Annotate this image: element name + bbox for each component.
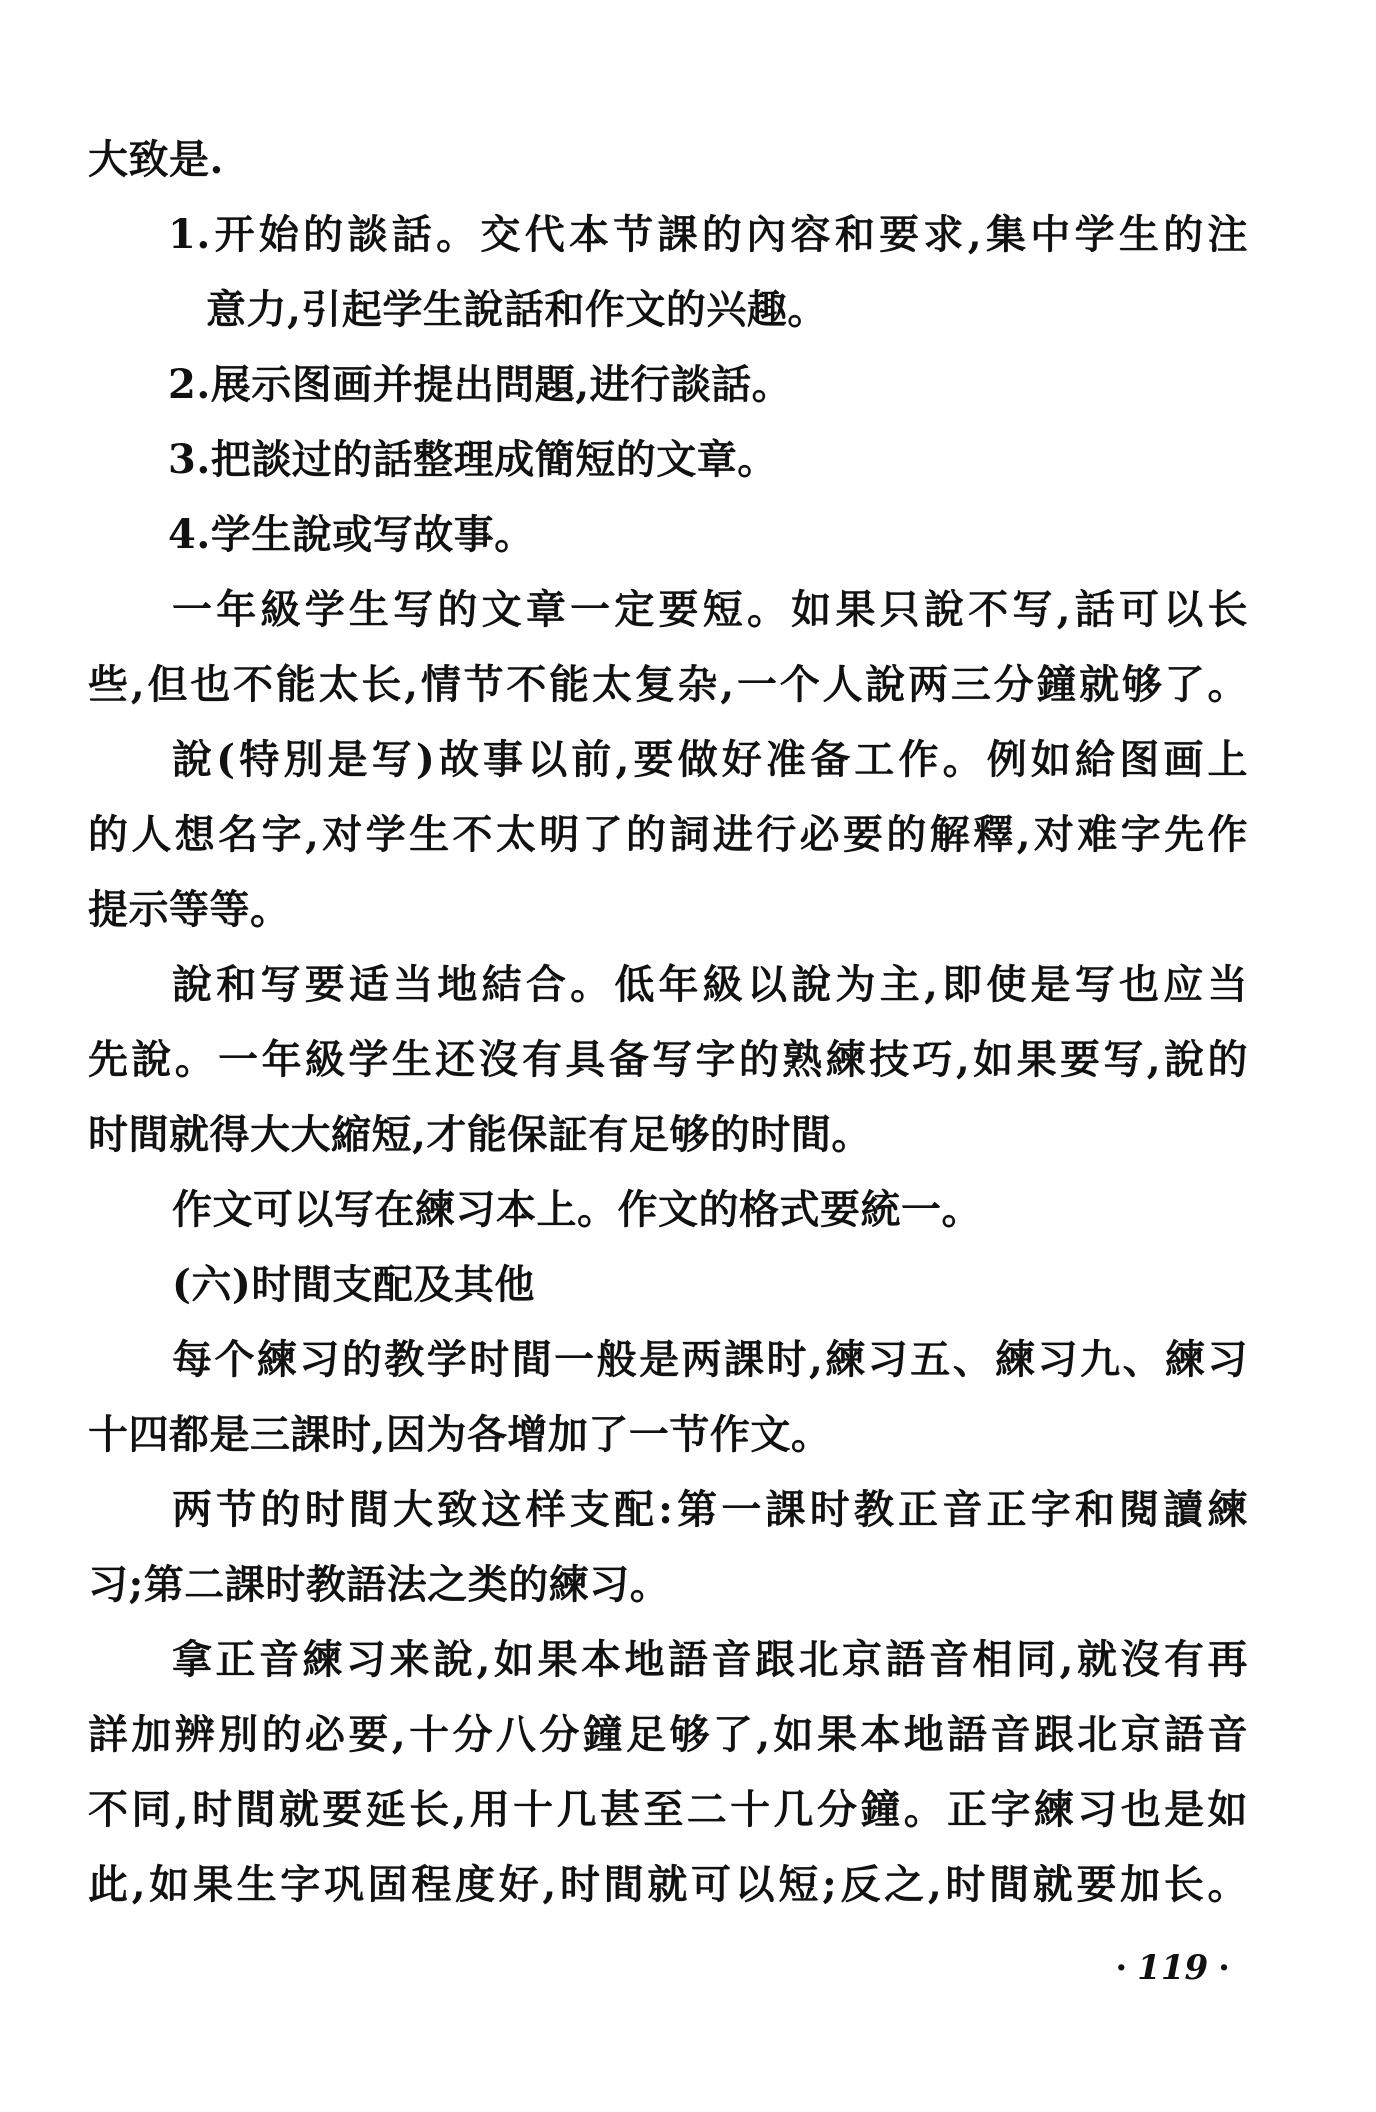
page-number — [1105, 1948, 1240, 1988]
list-item-1-continued: 意力,引起学生說話和作文的兴趣。 — [206, 286, 828, 333]
paragraph-line: 每个練习的教学时間一般是两課时,練习五、練习九、練习 — [172, 1336, 1248, 1383]
bullet-dot: · — [1218, 1948, 1230, 1988]
paragraph-line: 一年級学生写的文章一定要短。如果只說不写,話可以长 — [172, 586, 1248, 633]
page-number-value: 119 — [1137, 1948, 1209, 1988]
list-item-1: 1.开始的談話。交代本节課的內容和要求,集中学生的注 — [168, 211, 1248, 258]
list-item-3: 3.把談过的話整理成簡短的文章。 — [168, 436, 778, 483]
paragraph-line: 作文可以写在練习本上。作文的格式要統一。 — [172, 1186, 982, 1233]
paragraph-line: 的人想名字,对学生不太明了的詞进行必要的解釋,对难字先作 — [88, 811, 1248, 858]
text-line: 大致是. — [88, 136, 224, 183]
paragraph-line: 两节的时間大致这样支配:第一課时教正音正字和閱讀練 — [172, 1486, 1248, 1533]
page-body — [88, 136, 1248, 1908]
paragraph-line: 不同,时間就要延长,用十几甚至二十几分鐘。正字練习也是如 — [88, 1786, 1248, 1833]
paragraph-line: 此,如果生字巩固程度好,时間就可以短;反之,时間就要加长。 — [88, 1861, 1248, 1908]
paragraph-line: 詳加辨別的必要,十分八分鐘足够了,如果本地語音跟北京語音 — [88, 1711, 1248, 1758]
paragraph-line: 先說。一年級学生还沒有具备写字的熟練技巧,如果要写,說的 — [88, 1036, 1248, 1083]
paragraph-line: 些,但也不能太长,情节不能太复杂,一个人說两三分鐘就够了。 — [88, 661, 1248, 708]
paragraph-line: 习;第二課时教語法之类的練习。 — [88, 1561, 671, 1608]
paragraph-line: 拿正音練习来說,如果本地語音跟北京語音相同,就沒有再 — [172, 1636, 1248, 1683]
paragraph-line: 說和写要适当地結合。低年級以說为主,即使是写也应当 — [172, 961, 1248, 1008]
paragraph-line: 提示等等。 — [88, 886, 291, 933]
bullet-dot: · — [1115, 1948, 1128, 1988]
section-heading: (六)时間支配及其他 — [172, 1261, 535, 1308]
list-item-4: 4.学生說或写故事。 — [168, 511, 535, 558]
paragraph-line: 十四都是三課时,因为各增加了一节作文。 — [88, 1411, 832, 1458]
paragraph-line: 时間就得大大縮短,才能保証有足够的时間。 — [88, 1111, 872, 1158]
list-item-2: 2.展示图画并提出問題,进行談話。 — [168, 361, 793, 408]
paragraph-line: 說(特別是写)故事以前,要做好准备工作。例如給图画上 — [172, 736, 1248, 783]
